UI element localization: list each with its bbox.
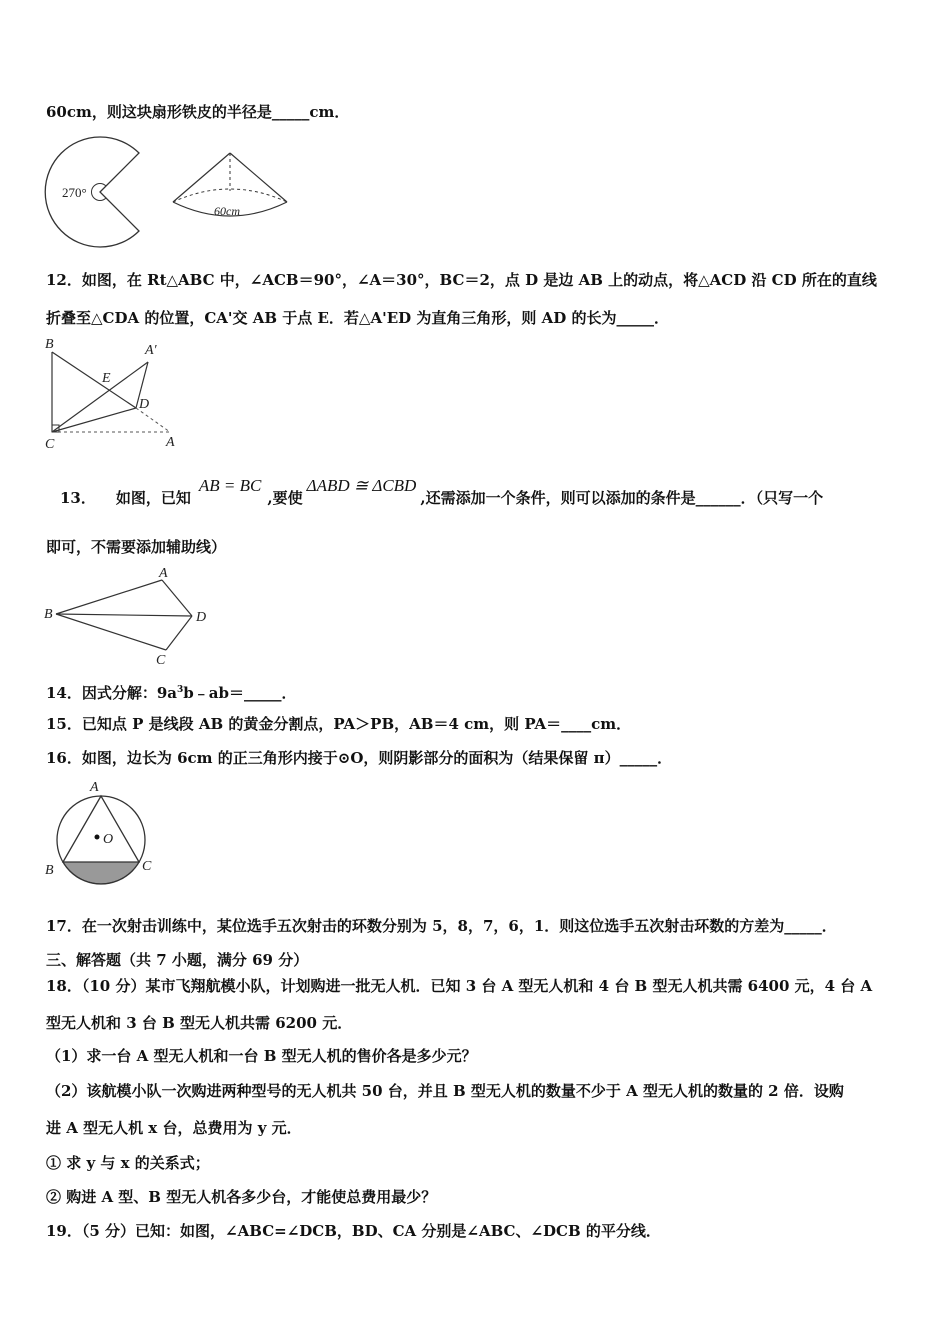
- q18-line1: 18．（10 分）某市飞翔航模小队，计划购进一批无人机．已知 3 台 A 型无人机和 4 台 B 型无人机共需 6400 元，4 台 A: [46, 977, 873, 995]
- cone-left-edge: [173, 153, 230, 202]
- sector-cone-figure: [42, 134, 302, 252]
- label-B: B: [45, 863, 54, 878]
- q12-figure: [42, 336, 187, 456]
- q16: 16．如图，边长为 6cm 的正三角形内接于⊙O，则阴影部分的面积为（结果保留 π）_____．: [46, 749, 673, 767]
- q11-tail: 60cm，则这块扇形铁皮的半径是_____cm．: [46, 103, 350, 121]
- label-C: C: [45, 437, 55, 452]
- q19: 19．（5 分）已知：如图，∠ABC=∠DCB，BD、CA 分别是∠ABC、∠DCB 的平分线．: [46, 1222, 661, 1240]
- label-B: B: [45, 337, 54, 352]
- section-3-title: 三、解答题（共 7 小题，满分 69 分）: [46, 951, 309, 969]
- label-E: E: [102, 371, 111, 386]
- label-D: D: [196, 610, 207, 625]
- label-O: O: [103, 832, 114, 847]
- seg-CD: [166, 616, 192, 650]
- q13-math1: AB = BC: [198, 476, 262, 495]
- label-A: A: [166, 435, 175, 450]
- cone-label: 60cm: [214, 204, 240, 218]
- q18-part1: （1）求一台 A 型无人机和一台 B 型无人机的售价各是多少元？: [46, 1047, 477, 1065]
- q17: 17．在一次射击训练中，某位选手五次射击的环数分别为 5，8，7，6，1．则这位选手五次射击环数的方差为_____．: [46, 917, 837, 935]
- q16-figure: [42, 774, 162, 894]
- q13-text3: ,还需添加一个条件，则可以添加的条件是______．（只写一个: [420, 489, 824, 507]
- q18-part2-line2: 进 A 型无人机 x 台，总费用为 y 元．: [46, 1119, 302, 1137]
- q18-sub1: ① 求 y 与 x 的关系式；: [46, 1154, 210, 1172]
- sector-angle-label: 270°: [62, 185, 87, 200]
- seg-BD: [56, 614, 192, 616]
- q15: 15．已知点 P 是线段 AB 的黄金分割点，PA＞PB，AB＝4 cm，则 PA＝____cm．: [46, 715, 632, 733]
- sector-angle-arc: [91, 184, 106, 201]
- q13-figure: [42, 564, 222, 670]
- q13-math2: ΔABD ≅ ΔCBD: [306, 476, 417, 495]
- q13-line1: [60, 476, 904, 508]
- q12-line2: 折叠至△CDA 的位置，CA'交 AB 于点 E．若△A'ED 为直角三角形，则 AD 的长为_____．: [46, 309, 669, 327]
- label-C: C: [142, 859, 152, 874]
- cone-right-edge: [230, 153, 287, 202]
- seg-CD: [52, 408, 136, 432]
- q13-text1: 如图，已知: [115, 489, 191, 507]
- seg-BA: [56, 580, 162, 614]
- q18-sub2: ② 购进 A 型、B 型无人机各多少台，才能使总费用最少？: [46, 1188, 437, 1206]
- label-C: C: [156, 653, 166, 668]
- q12-line1: 12．如图，在 Rt△ABC 中，∠ACB＝90°，∠A＝30°，BC＝2，点 D 是边 AB 上的动点，将△ACD 沿 CD 所在的直线: [46, 271, 877, 289]
- q14-text: 14．因式分解：9a: [46, 684, 178, 702]
- sector-shape: [45, 137, 139, 247]
- label-B: B: [44, 607, 53, 622]
- seg-CA-prime: [52, 362, 148, 432]
- triangle-ABC: [63, 796, 139, 862]
- q18-line2: 型无人机和 3 台 B 型无人机共需 6200 元．: [46, 1014, 353, 1032]
- center-dot: [95, 835, 100, 840]
- q14-text-end: b﹣ab＝_____．: [183, 684, 297, 702]
- q18-part2-line1: （2）该航模小队一次购进两种型号的无人机共 50 台，并且 B 型无人机的数量不少于 A 型无人机的数量的 2 倍．设购: [46, 1082, 844, 1100]
- label-A: A: [159, 566, 168, 581]
- q14-exponent: 3: [177, 685, 184, 695]
- label-A-prime: A′: [145, 343, 157, 358]
- seg-BC: [56, 614, 166, 650]
- label-A: A: [90, 780, 99, 795]
- q13-number: 13．: [60, 489, 96, 507]
- q14: [46, 680, 904, 703]
- shaded-segment: [63, 862, 139, 884]
- q13-line2: 即可，不需要添加辅助线）: [46, 538, 227, 556]
- seg-AD: [162, 580, 192, 616]
- label-D: D: [139, 397, 150, 412]
- q13-text2: ,要使: [267, 489, 303, 507]
